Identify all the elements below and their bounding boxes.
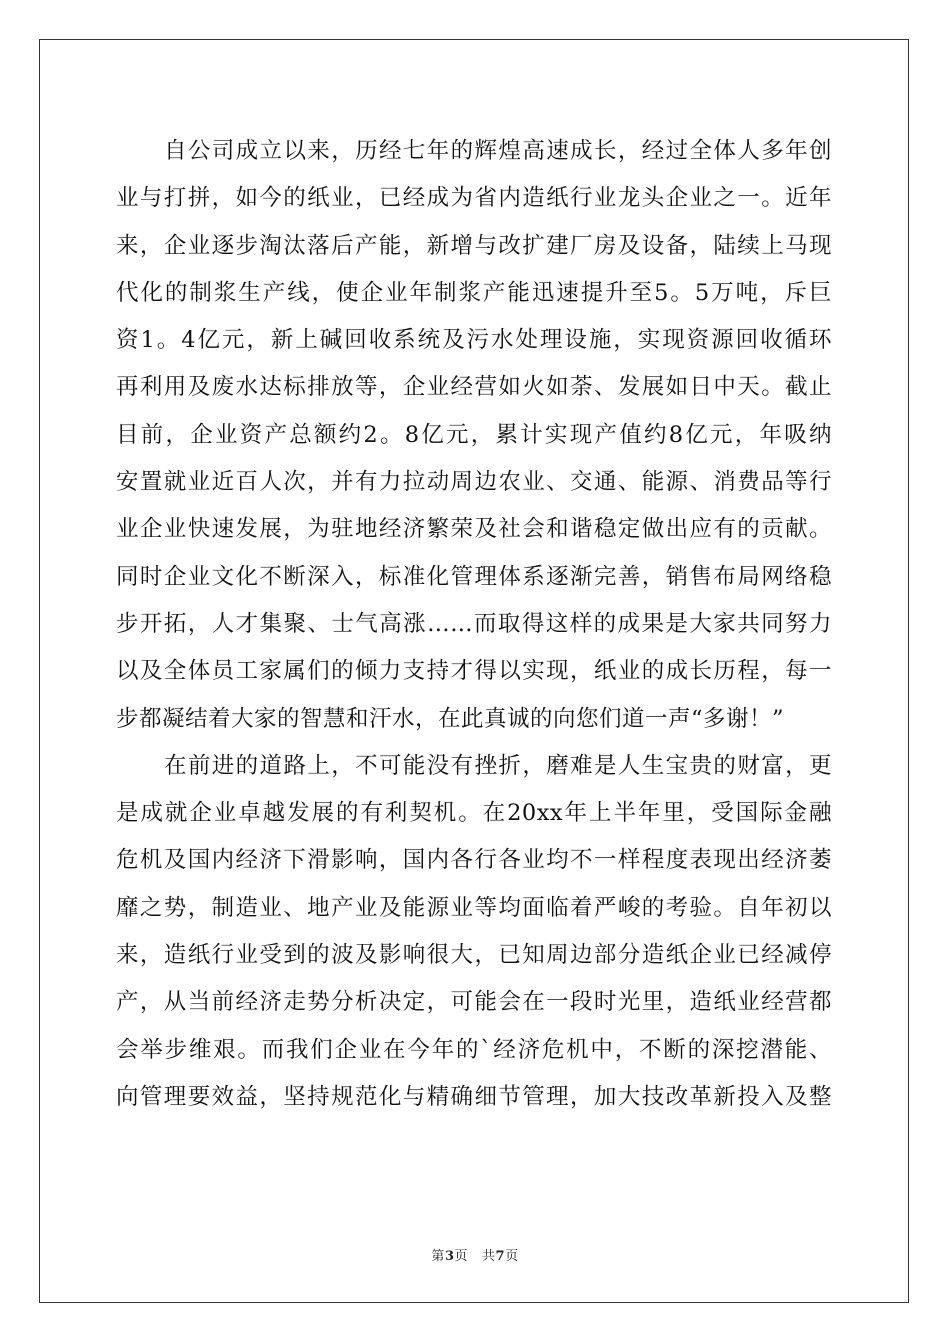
text-line: 以及全体员工家属们的倾力支持才得以实现，纸业的成长历程，每一	[116, 658, 832, 685]
total-page-count: 7	[495, 1249, 506, 1264]
paragraph-1	[116, 128, 832, 743]
page-footer	[0, 1245, 950, 1264]
document-body	[116, 128, 832, 1121]
total-pages-suffix: 页	[505, 1249, 519, 1264]
text-line: 靡之势，制造业、地产业及能源业等均面临着严峻的考验。自年初以	[116, 894, 832, 921]
text-line: 是成就企业卓越发展的有利契机。在20xx年上半年里，受国际金融	[116, 800, 832, 827]
text-line: 代化的制浆生产线，使企业年制浆产能迅速提升至5。5万吨，斥巨	[116, 279, 832, 306]
text-line: 向管理要效益，坚持规范化与精确细节管理，加大技改革新投入及整	[116, 1083, 832, 1110]
text-line: 业企业快速发展，为驻地经济繁荣及社会和谐稳定做出应有的贡献。	[116, 516, 832, 543]
text-line: 安置就业近百人次，并有力拉动周边农业、交通、能源、消费品等行	[116, 469, 832, 496]
text-line: 在前进的道路上，不可能没有挫折，磨难是人生宝贵的财富，更	[164, 752, 832, 779]
current-page-number: 3	[444, 1249, 455, 1264]
text-line: 来，造纸行业受到的波及影响很大，已知周边部分造纸企业已经减停	[116, 942, 832, 969]
text-line: 会举步维艰。而我们企业在今年的`经济危机中，不断的深挖潜能、	[116, 1036, 832, 1063]
text-line: 业与打拼，如今的纸业，已经成为省内造纸行业龙头企业之一。近年	[116, 185, 832, 212]
text-line: 同时企业文化不断深入，标准化管理体系逐渐完善，销售布局网络稳	[116, 563, 832, 590]
text-line: 危机及国内经济下滑影响，国内各行各业均不一样程度表现出经济萎	[116, 847, 832, 874]
text-line: 步开拓，人才集聚、士气高涨……而取得这样的成果是大家共同努力	[116, 610, 832, 637]
text-line: 来，企业逐步淘汰落后产能，新增与改扩建厂房及设备，陆续上马现	[116, 232, 832, 259]
page-number-prefix: 第	[431, 1249, 445, 1264]
total-pages-prefix: 共	[482, 1249, 496, 1264]
text-line: 目前，企业资产总额约2。8亿元，累计实现产值约8亿元，年吸纳	[116, 421, 832, 448]
paragraph-2	[116, 743, 832, 1121]
text-line: 再利用及废水达标排放等，企业经营如火如荼、发展如日中天。截止	[116, 374, 832, 401]
page-number-suffix: 页	[454, 1249, 468, 1264]
text-line: 自公司成立以来，历经七年的辉煌高速成长，经过全体人多年创	[164, 138, 832, 164]
text-line: 资1。4亿元，新上碱回收系统及污水处理设施，实现资源回收循环	[116, 327, 832, 354]
text-line: 步都凝结着大家的智慧和汗水，在此真诚的向您们道一声“多谢！”	[116, 705, 785, 732]
text-line: 产，从当前经济走势分析决定，可能会在一段时光里，造纸业经营都	[116, 989, 832, 1016]
